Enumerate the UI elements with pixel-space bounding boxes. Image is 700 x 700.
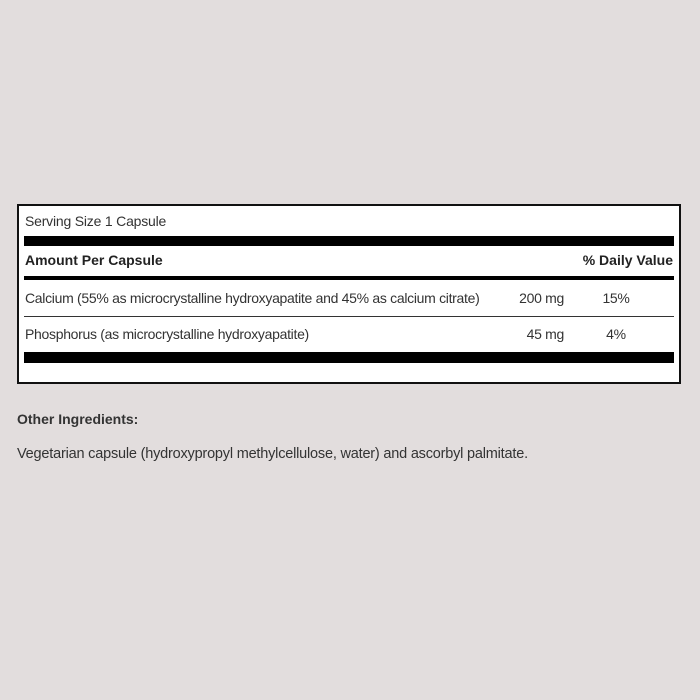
nutrient-name: Phosphorus (as microcrystalline hydroxyapatite)	[25, 326, 309, 342]
nutrient-row-phosphorus	[24, 316, 674, 352]
nutrient-daily-value: 15%	[602, 290, 630, 306]
serving-size: Serving Size 1 Capsule	[25, 213, 167, 229]
thick-rule-bottom	[24, 352, 674, 363]
nutrient-name: Calcium (55% as microcrystalline hydroxyapatite and 45% as calcium citrate)	[25, 290, 480, 306]
other-ingredients-text: Vegetarian capsule (hydroxypropyl methylcellulose, water) and ascorbyl palmitate.	[17, 446, 528, 462]
nutrient-amount: 200 mg	[519, 290, 564, 306]
supplement-facts-panel	[17, 204, 681, 384]
nutrient-daily-value: 4%	[606, 326, 626, 342]
nutrient-row-calcium	[24, 280, 674, 317]
daily-value-header: % Daily Value	[582, 252, 673, 268]
nutrient-amount: 45 mg	[526, 326, 564, 342]
other-ingredients-title: Other Ingredients:	[17, 411, 139, 427]
amount-per-serving-header: Amount Per Capsule	[25, 252, 163, 268]
thick-rule-top	[24, 236, 674, 246]
